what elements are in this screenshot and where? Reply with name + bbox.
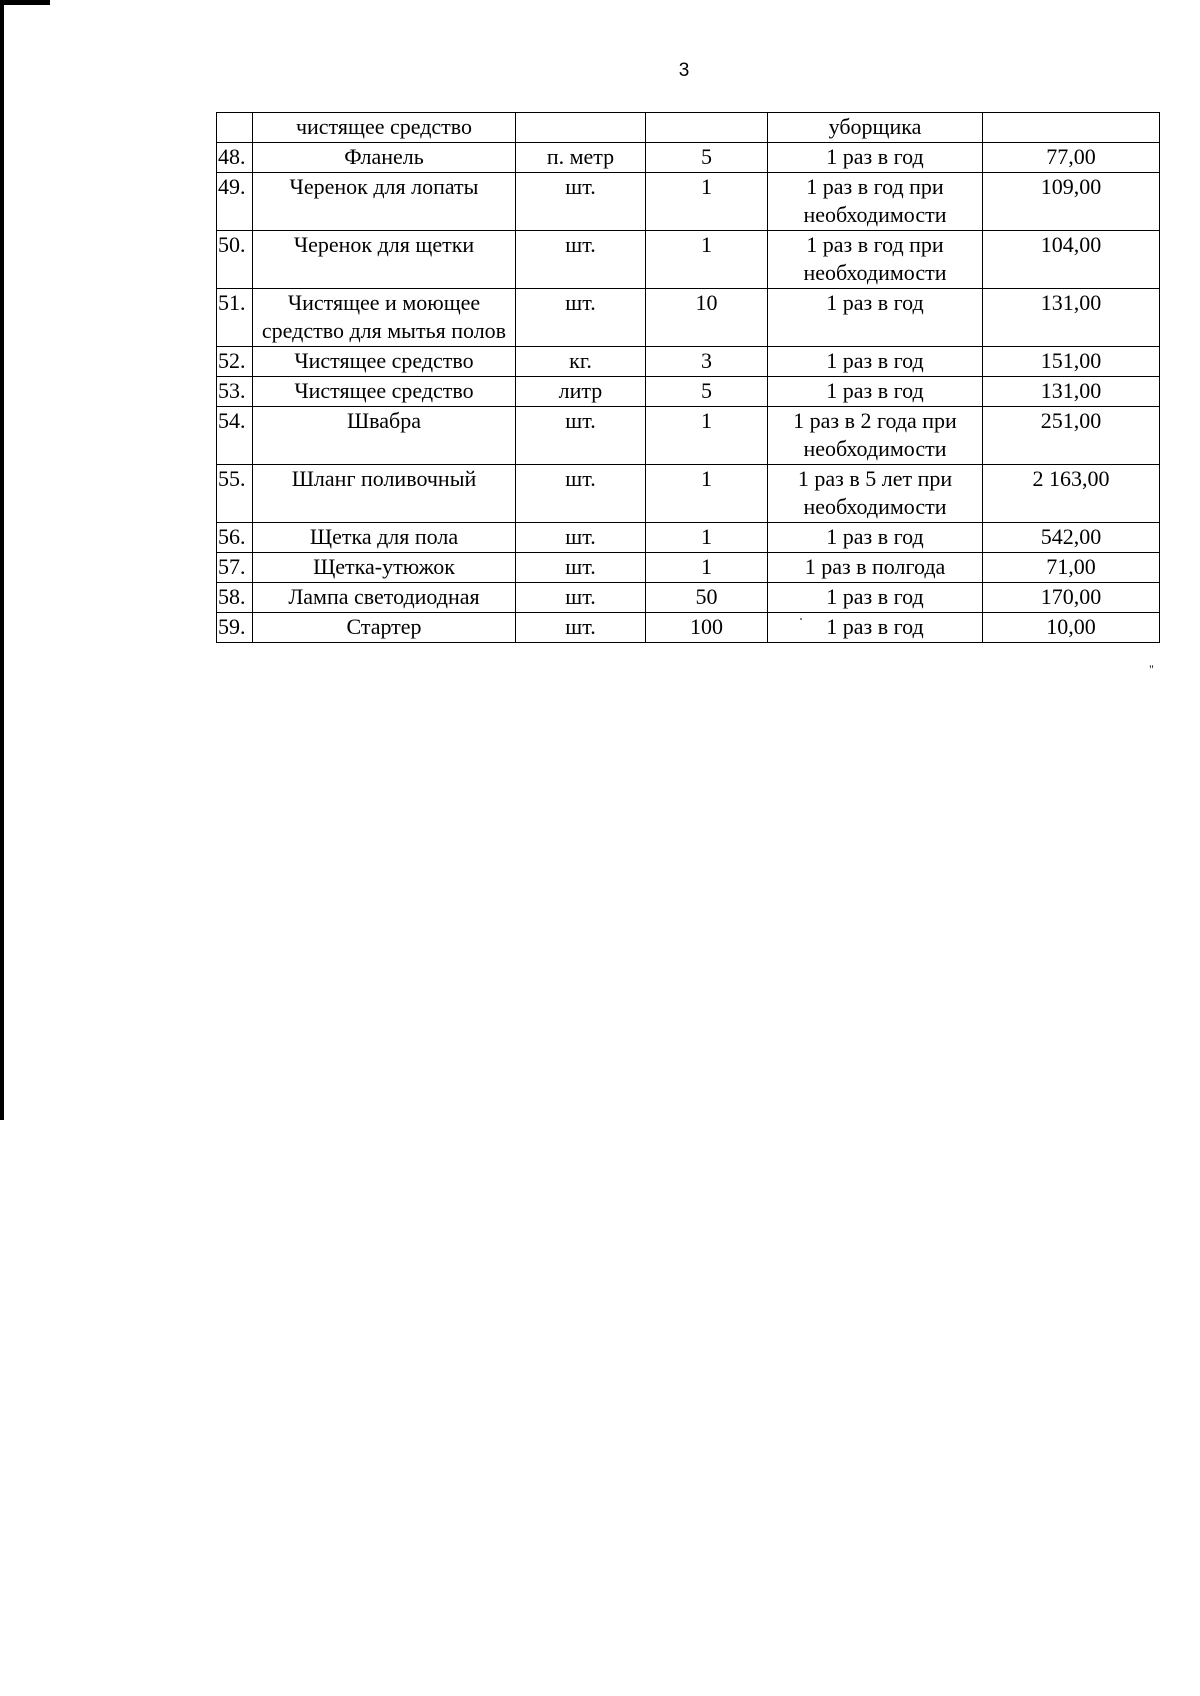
item-period: 1 раз в год при необходимости [768, 173, 983, 231]
item-name: Швабра [253, 407, 516, 465]
row-number: 50. [217, 231, 253, 289]
item-unit: шт. [516, 231, 646, 289]
item-price: 104,00 [983, 231, 1160, 289]
item-quantity: 1 [646, 231, 768, 289]
table-row [217, 143, 1160, 173]
item-period: 1 раз в год [768, 347, 983, 377]
item-period: 1 раз в 5 лет при необходимости [768, 465, 983, 523]
item-price: 10,00 [983, 613, 1160, 643]
table-row [217, 613, 1160, 643]
item-price: 71,00 [983, 553, 1160, 583]
item-unit: шт. [516, 553, 646, 583]
table-row [217, 231, 1160, 289]
item-price: 170,00 [983, 583, 1160, 613]
item-price: 131,00 [983, 377, 1160, 407]
row-number: 48. [217, 143, 253, 173]
item-unit: п. метр [516, 143, 646, 173]
item-period: 1 раз в год [768, 377, 983, 407]
row-number: 54. [217, 407, 253, 465]
item-price: 131,00 [983, 289, 1160, 347]
row-number: 57. [217, 553, 253, 583]
table-row [217, 465, 1160, 523]
supplies-table [216, 112, 1160, 643]
item-price: 542,00 [983, 523, 1160, 553]
item-name: Чистящее средство [253, 377, 516, 407]
item-unit [516, 113, 646, 143]
item-price [983, 113, 1160, 143]
item-period: 1 раз в год при необходимости [768, 231, 983, 289]
table-row [217, 407, 1160, 465]
closing-quote-mark: " [1149, 662, 1154, 676]
item-name: Фланель [253, 143, 516, 173]
row-number: 55. [217, 465, 253, 523]
item-name: Стартер [253, 613, 516, 643]
table-row [217, 289, 1160, 347]
item-price: 151,00 [983, 347, 1160, 377]
item-quantity: 10 [646, 289, 768, 347]
item-unit: шт. [516, 289, 646, 347]
scan-left-edge [0, 0, 4, 1120]
item-quantity: 1 [646, 553, 768, 583]
item-name: Щетка для пола [253, 523, 516, 553]
item-name: чистящее средство [253, 113, 516, 143]
item-quantity: 5 [646, 377, 768, 407]
row-number: 51. [217, 289, 253, 347]
row-number: 59. [217, 613, 253, 643]
item-period: 1 раз в год [768, 613, 983, 643]
scan-speck [800, 618, 802, 620]
item-unit: шт. [516, 465, 646, 523]
item-price: 109,00 [983, 173, 1160, 231]
table-row [217, 523, 1160, 553]
table-row [217, 377, 1160, 407]
item-period: 1 раз в полгода [768, 553, 983, 583]
item-name: Черенок для лопаты [253, 173, 516, 231]
item-period: 1 раз в 2 года при необходимости [768, 407, 983, 465]
item-unit: шт. [516, 407, 646, 465]
row-number: 56. [217, 523, 253, 553]
item-quantity: 1 [646, 465, 768, 523]
item-period: 1 раз в год [768, 583, 983, 613]
item-quantity: 100 [646, 613, 768, 643]
item-name: Черенок для щетки [253, 231, 516, 289]
item-name: Щетка-утюжок [253, 553, 516, 583]
item-unit: шт. [516, 583, 646, 613]
item-name: Шланг поливочный [253, 465, 516, 523]
table-row [217, 553, 1160, 583]
table-row [217, 583, 1160, 613]
item-unit: шт. [516, 523, 646, 553]
row-number: 58. [217, 583, 253, 613]
scan-border-mark [0, 0, 50, 5]
item-quantity: 3 [646, 347, 768, 377]
item-period: 1 раз в год [768, 143, 983, 173]
item-period: 1 раз в год [768, 523, 983, 553]
page-number: 3 [678, 60, 690, 81]
item-unit: шт. [516, 613, 646, 643]
item-name: Чистящее и моющее средство для мытья полов [253, 289, 516, 347]
item-period: уборщика [768, 113, 983, 143]
item-period: 1 раз в год [768, 289, 983, 347]
item-name: Чистящее средство [253, 347, 516, 377]
row-number: 49. [217, 173, 253, 231]
table-row [217, 113, 1160, 143]
item-quantity: 5 [646, 143, 768, 173]
item-unit: шт. [516, 173, 646, 231]
table-row [217, 347, 1160, 377]
item-quantity: 1 [646, 523, 768, 553]
item-quantity: 1 [646, 173, 768, 231]
row-number: 53. [217, 377, 253, 407]
row-number [217, 113, 253, 143]
item-name: Лампа светодиодная [253, 583, 516, 613]
item-price: 251,00 [983, 407, 1160, 465]
item-price: 2 163,00 [983, 465, 1160, 523]
item-quantity [646, 113, 768, 143]
item-unit: кг. [516, 347, 646, 377]
item-unit: литр [516, 377, 646, 407]
table-row [217, 173, 1160, 231]
row-number: 52. [217, 347, 253, 377]
item-price: 77,00 [983, 143, 1160, 173]
item-quantity: 1 [646, 407, 768, 465]
item-quantity: 50 [646, 583, 768, 613]
